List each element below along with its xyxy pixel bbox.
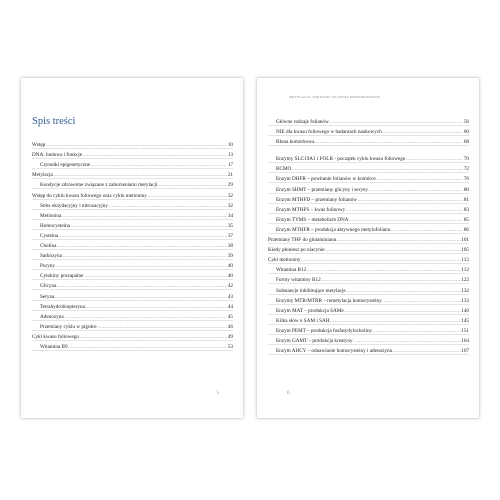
toc-entry[interactable] [32, 331, 233, 341]
toc-entry-title: Puryny [40, 263, 55, 270]
dot-leader [307, 267, 461, 273]
toc-entry[interactable] [268, 194, 469, 204]
toc-entry-title: Błona komórkowa [276, 139, 315, 146]
toc-entry-page: 21 [227, 172, 233, 179]
dot-leader [59, 233, 228, 239]
toc-entry[interactable] [268, 214, 469, 224]
toc-entry-page: 133 [461, 297, 469, 304]
dot-leader [84, 273, 227, 279]
page-number: 5 [216, 391, 219, 396]
toc-entry-title: Kondycje zdrowotne związane z zaburzeniami metylacji [40, 182, 158, 189]
toc-entry-title: Enzym MTHFS – kwas folinowy [276, 206, 346, 213]
toc-entry-page: 34 [227, 212, 233, 219]
toc-entry-page: 40 [227, 263, 233, 270]
toc-entry-page: 32 [227, 202, 233, 209]
toc-entry-page: 112 [461, 267, 469, 274]
dot-leader [346, 288, 460, 294]
dot-leader [46, 142, 228, 148]
toc-entry[interactable] [32, 159, 233, 169]
toc-entry-title: Enzym MAT – produkcja SAMe [276, 307, 344, 314]
toc-entry-page: 83 [463, 206, 469, 213]
toc-entry-page: 101 [461, 237, 469, 244]
toc-entry[interactable] [32, 270, 233, 280]
toc-entry-title: Stres oksydacyjny i nitrozacyjny [40, 202, 108, 209]
dot-leader [70, 223, 227, 229]
dot-leader [346, 207, 464, 213]
toc-entry[interactable] [32, 250, 233, 260]
toc-entry-title: Przemiany cyklu w pigułce [40, 323, 97, 330]
toc-entry-page: 86 [463, 226, 469, 233]
toc-entry-title: DNA: budowa i funkcje [32, 152, 82, 159]
toc-entry-title: Enzym AHCY – odnawianie homocysteiny i adenozyna [276, 348, 392, 355]
toc-entry[interactable] [268, 204, 469, 214]
dot-leader [85, 304, 227, 310]
dot-leader [373, 328, 461, 334]
toc-entry-title: Tetrahydrobiopteryna [40, 303, 85, 310]
toc-entry-title: Adenozyna [40, 313, 64, 320]
toc-entry[interactable] [268, 274, 469, 284]
dot-leader [301, 257, 461, 263]
dot-leader [329, 119, 463, 125]
toc-entry-title: Metylacja [32, 172, 53, 179]
toc-entry-page: 43 [227, 293, 233, 300]
toc-entry-page: 39 [227, 253, 233, 260]
toc-entry[interactable] [32, 230, 233, 240]
toc-entry[interactable] [268, 284, 469, 294]
toc-entry[interactable] [32, 260, 233, 270]
dot-leader [62, 253, 227, 259]
toc-entry[interactable] [32, 321, 233, 331]
toc-entry[interactable] [268, 224, 469, 234]
dot-leader [57, 243, 227, 249]
toc-entry-title: Cholina [40, 243, 57, 250]
toc-entry-page: 72 [463, 166, 469, 173]
toc-entry-page: 42 [227, 283, 233, 290]
dot-leader [357, 197, 463, 203]
toc-entry-page: 112 [461, 257, 469, 264]
toc-entry[interactable] [268, 136, 469, 146]
toc-entry-page: 46 [227, 323, 233, 330]
dot-leader [79, 334, 227, 340]
dot-leader [83, 152, 228, 158]
dot-leader [90, 162, 227, 168]
dot-leader [321, 277, 461, 283]
toc-entry-title: BCMO [276, 166, 292, 173]
toc-entry-title: Formy witaminy B12 [276, 277, 321, 284]
toc-entry[interactable] [32, 169, 233, 179]
dot-leader [147, 193, 227, 199]
toc-entry-title: Kiedy płoniesz po niacynie [268, 247, 325, 254]
dot-leader [349, 217, 463, 223]
toc-entry[interactable] [268, 163, 469, 173]
toc-entry[interactable] [268, 116, 469, 126]
toc-entry-title: Enzym MTHFD – przemiany folianów [276, 196, 357, 203]
toc-title: Spis treści [32, 116, 76, 127]
toc-entry[interactable] [268, 173, 469, 183]
toc-entry[interactable] [32, 189, 233, 199]
toc-entry[interactable] [268, 126, 469, 136]
toc-entry-page: 145 [461, 317, 469, 324]
dot-leader [382, 298, 460, 304]
toc-entry-title: Czynniki epigenetyczne [40, 162, 90, 169]
toc-entry-page: 70 [463, 156, 469, 163]
left-page [21, 78, 243, 418]
toc-entry-title: Enzym SHMT – przemiany glicyny i seryny [276, 186, 369, 193]
toc-list [32, 139, 233, 351]
toc-entry[interactable] [32, 149, 233, 159]
toc-entry-page: 80 [463, 186, 469, 193]
dot-leader [330, 318, 461, 324]
toc-entry[interactable] [268, 146, 469, 163]
toc-entry-page: 29 [227, 182, 233, 189]
toc-entry[interactable] [32, 280, 233, 290]
dot-leader [391, 227, 464, 233]
dot-leader [62, 213, 227, 219]
toc-entry-page: 17 [227, 162, 233, 169]
toc-entry[interactable] [268, 295, 469, 305]
dot-leader [325, 247, 461, 253]
dot-leader [292, 166, 464, 172]
toc-entry-title: Seryna [40, 293, 55, 300]
toc-entry-page: 164 [461, 337, 469, 344]
dot-leader [315, 139, 463, 145]
toc-entry-title: Cytokiny prozapalne [40, 273, 84, 280]
toc-entry[interactable] [32, 179, 233, 189]
toc-entry[interactable] [32, 290, 233, 300]
toc-entry-title: Enzym TYMS – metabolizm DNA [276, 216, 349, 223]
dot-leader [53, 172, 227, 178]
toc-entry[interactable] [268, 264, 469, 274]
toc-entry-title: Glicyna [40, 283, 57, 290]
toc-entry-page: 81 [463, 196, 469, 203]
toc-entry-page: 13 [227, 152, 233, 159]
toc-entry-page: 60 [463, 129, 469, 136]
dot-leader [64, 314, 227, 320]
toc-entry-page: 10 [227, 142, 233, 149]
toc-entry-page: 49 [227, 333, 233, 340]
toc-entry-title: Cykl kwasu foliowego [32, 333, 79, 340]
dot-leader [392, 348, 460, 354]
toc-entry-page: 68 [463, 139, 469, 146]
toc-entry[interactable] [32, 210, 233, 220]
toc-entry-title: Cykl metioniny [268, 257, 301, 264]
toc-entry-title: Przemiany THF do glutaminianu [268, 237, 337, 244]
toc-entry-title: Sarkozyna [40, 253, 62, 260]
toc-entry[interactable] [268, 183, 469, 193]
toc-entry-page: 85 [463, 216, 469, 223]
dot-leader [376, 176, 463, 182]
toc-entry[interactable] [268, 315, 469, 325]
page-number: 6 [287, 391, 290, 396]
toc-entry[interactable] [268, 244, 469, 254]
toc-entry[interactable] [32, 200, 233, 210]
toc-entry[interactable] [32, 139, 233, 149]
toc-entry[interactable] [268, 254, 469, 264]
toc-entry-title: Główne rodzaje folianów [276, 119, 329, 126]
right-page [257, 78, 479, 418]
toc-entry-page: 140 [461, 307, 469, 314]
dot-leader [353, 338, 461, 344]
dot-leader [382, 129, 463, 135]
toc-entry-title: Witamina B12 [276, 267, 307, 274]
toc-entry[interactable] [268, 234, 469, 244]
toc-entry[interactable] [32, 301, 233, 311]
dot-leader [108, 203, 227, 209]
toc-entry-title: Enzymy SLC19A1 i FOLR - początek cyklu kwasu foliowego [276, 156, 406, 163]
running-header: METYLACJA: WIRUSOW LECZENIA MISMODZYNOWE [289, 95, 381, 99]
toc-entry[interactable] [32, 341, 233, 351]
toc-entry-title: Metionina [40, 212, 62, 219]
toc-entry-title: Wstęp [32, 142, 46, 149]
dot-leader [337, 237, 461, 243]
toc-entry-page: 76 [463, 176, 469, 183]
toc-entry-page: 167 [461, 348, 469, 355]
toc-entry-title: Witamina B9 [40, 343, 68, 350]
toc-entry-title: Enzymy MTR/MTRR – remetylacja homocysteiny [276, 297, 382, 304]
toc-entry-title: Cysteina [40, 232, 59, 239]
toc-entry-page: 105 [461, 247, 469, 254]
toc-entry-page: 40 [227, 273, 233, 280]
toc-entry[interactable] [268, 305, 469, 315]
toc-entry-page: 35 [227, 222, 233, 229]
toc-entry[interactable] [32, 240, 233, 250]
toc-entry-title: Kilka słów o SAM i SAH [276, 317, 330, 324]
toc-entry-page: 151 [461, 327, 469, 334]
toc-entry-page: 122 [461, 277, 469, 284]
toc-entry-page: 56 [463, 119, 469, 126]
dot-leader [56, 263, 228, 269]
toc-entry-page: 44 [227, 303, 233, 310]
toc-entry-title: Enzym GAMT – produkcja kreatyny [276, 337, 353, 344]
dot-leader [68, 344, 227, 350]
dot-leader [97, 324, 227, 330]
toc-entry-page: 38 [227, 243, 233, 250]
toc-entry[interactable] [268, 345, 469, 355]
dot-leader [57, 283, 227, 289]
toc-entry-title: Homocysteina [40, 222, 70, 229]
toc-entry-title: NIE dla kwasu foliowego w badaniach naukowych [276, 129, 382, 136]
toc-entry-page: 37 [227, 232, 233, 239]
dot-leader [55, 294, 227, 300]
toc-entry[interactable] [268, 325, 469, 335]
dot-leader [369, 187, 464, 193]
toc-entry[interactable] [32, 220, 233, 230]
dot-leader [158, 182, 227, 188]
toc-list [268, 116, 469, 355]
toc-entry-title: Enzym PEMT – produkcja fosfatydylocholiny [276, 327, 373, 334]
toc-entry-title: Enzym DHFR – powitanie folianów w komórce [276, 176, 376, 183]
toc-entry-title: Wstęp do cyklu kwasu foliowego oraz cyklu metioniny [32, 192, 147, 199]
dot-leader [344, 308, 461, 314]
toc-entry[interactable] [32, 311, 233, 321]
toc-entry-page: 132 [461, 287, 469, 294]
toc-entry-page: 32 [227, 192, 233, 199]
toc-entry[interactable] [268, 335, 469, 345]
toc-entry-title: Substancje inhibitujące metylacje [276, 287, 346, 294]
dot-leader [406, 156, 463, 162]
toc-entry-page: 45 [227, 313, 233, 320]
toc-entry-page: 53 [227, 343, 233, 350]
toc-entry-title: Enzym MTHFR – produkcja aktywnego metylofolianu [276, 226, 391, 233]
